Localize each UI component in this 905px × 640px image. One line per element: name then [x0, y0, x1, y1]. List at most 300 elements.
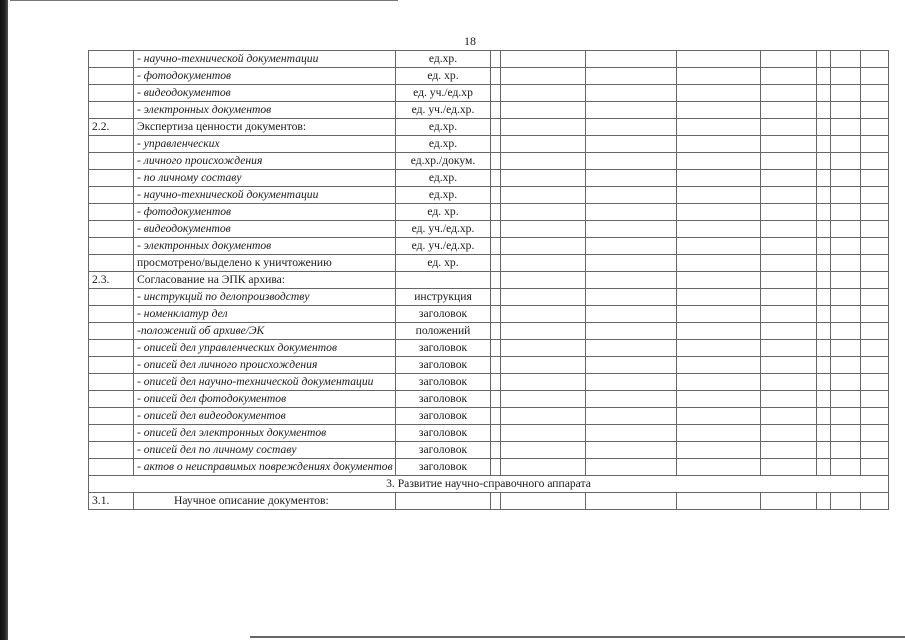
row-unit: ед.хр. [396, 136, 491, 153]
empty-cell [831, 102, 861, 119]
empty-cell [761, 102, 817, 119]
empty-cell [501, 306, 586, 323]
empty-cell [491, 153, 501, 170]
empty-cell [817, 374, 831, 391]
row-name: - фотодокументов [134, 204, 396, 221]
empty-cell [586, 68, 677, 85]
empty-cell [491, 442, 501, 459]
row-number [89, 408, 134, 425]
row-name: - описей дел личного происхождения [134, 357, 396, 374]
row-unit: ед. уч./ед.хр. [396, 102, 491, 119]
empty-cell [761, 289, 817, 306]
row-number [89, 102, 134, 119]
empty-cell [501, 187, 586, 204]
empty-cell [831, 493, 861, 510]
empty-cell [861, 374, 889, 391]
empty-cell [491, 289, 501, 306]
empty-cell [817, 85, 831, 102]
empty-cell [817, 255, 831, 272]
empty-cell [817, 425, 831, 442]
row-unit: ед. хр. [396, 204, 491, 221]
table-row [89, 85, 889, 102]
empty-cell [677, 238, 761, 255]
empty-cell [586, 187, 677, 204]
row-name: - описей дел по личному составу [134, 442, 396, 459]
row-unit: заголовок [396, 374, 491, 391]
empty-cell [761, 442, 817, 459]
empty-cell [677, 68, 761, 85]
empty-cell [861, 442, 889, 459]
empty-cell [831, 306, 861, 323]
table-row [89, 408, 889, 425]
empty-cell [761, 221, 817, 238]
empty-cell [677, 51, 761, 68]
empty-cell [677, 374, 761, 391]
table-row [89, 459, 889, 476]
empty-cell [861, 459, 889, 476]
row-unit: ед. хр. [396, 255, 491, 272]
table-row [89, 102, 889, 119]
empty-cell [861, 425, 889, 442]
empty-cell [491, 408, 501, 425]
empty-cell [491, 85, 501, 102]
top-rule [10, 0, 398, 1]
row-name: - личного происхождения [134, 153, 396, 170]
empty-cell [491, 391, 501, 408]
empty-cell [586, 391, 677, 408]
row-unit: заголовок [396, 425, 491, 442]
empty-cell [831, 68, 861, 85]
empty-cell [586, 255, 677, 272]
empty-cell [761, 391, 817, 408]
empty-cell [586, 51, 677, 68]
row-name: - научно-технической документации [134, 187, 396, 204]
plan-table [88, 50, 889, 510]
empty-cell [586, 85, 677, 102]
empty-cell [501, 442, 586, 459]
row-unit [396, 272, 491, 289]
empty-cell [861, 493, 889, 510]
section-row [89, 476, 889, 493]
empty-cell [677, 340, 761, 357]
empty-cell [586, 459, 677, 476]
row-number [89, 170, 134, 187]
table-row [89, 204, 889, 221]
empty-cell [491, 323, 501, 340]
empty-cell [817, 68, 831, 85]
row-number [89, 459, 134, 476]
empty-cell [501, 323, 586, 340]
empty-cell [491, 340, 501, 357]
empty-cell [501, 255, 586, 272]
empty-cell [677, 493, 761, 510]
empty-cell [586, 119, 677, 136]
empty-cell [831, 408, 861, 425]
table-row [89, 272, 889, 289]
empty-cell [831, 51, 861, 68]
empty-cell [817, 221, 831, 238]
row-number [89, 425, 134, 442]
empty-cell [491, 119, 501, 136]
empty-cell [491, 51, 501, 68]
empty-cell [831, 255, 861, 272]
row-name: - номенклатур дел [134, 306, 396, 323]
empty-cell [586, 289, 677, 306]
empty-cell [817, 493, 831, 510]
empty-cell [831, 136, 861, 153]
empty-cell [586, 408, 677, 425]
row-unit: заголовок [396, 459, 491, 476]
empty-cell [501, 221, 586, 238]
empty-cell [817, 289, 831, 306]
table-row [89, 170, 889, 187]
row-number [89, 442, 134, 459]
row-name: - описей дел фотодокументов [134, 391, 396, 408]
row-number [89, 306, 134, 323]
row-name: - актов о неисправимых повреждениях документов [134, 459, 396, 476]
table-row [89, 391, 889, 408]
empty-cell [831, 204, 861, 221]
empty-cell [861, 306, 889, 323]
empty-cell [831, 187, 861, 204]
empty-cell [761, 425, 817, 442]
empty-cell [761, 238, 817, 255]
table-row [89, 442, 889, 459]
empty-cell [861, 204, 889, 221]
empty-cell [396, 493, 491, 510]
empty-cell [501, 459, 586, 476]
empty-cell [761, 51, 817, 68]
row-number [89, 221, 134, 238]
empty-cell [677, 170, 761, 187]
empty-cell [861, 136, 889, 153]
empty-cell [586, 357, 677, 374]
table-row [89, 51, 889, 68]
empty-cell [677, 425, 761, 442]
empty-cell [831, 442, 861, 459]
row-name: - по личному составу [134, 170, 396, 187]
table-row [89, 323, 889, 340]
empty-cell [677, 272, 761, 289]
row-name: - описей дел электронных документов [134, 425, 396, 442]
row-unit: ед.хр. [396, 187, 491, 204]
empty-cell [501, 170, 586, 187]
empty-cell [761, 153, 817, 170]
empty-cell [831, 425, 861, 442]
empty-cell [761, 493, 817, 510]
empty-cell [761, 119, 817, 136]
empty-cell [861, 51, 889, 68]
empty-cell [491, 374, 501, 391]
empty-cell [817, 272, 831, 289]
row-unit: заголовок [396, 357, 491, 374]
empty-cell [861, 408, 889, 425]
empty-cell [817, 391, 831, 408]
empty-cell [491, 136, 501, 153]
empty-cell [761, 136, 817, 153]
row-name: - управленческих [134, 136, 396, 153]
empty-cell [491, 255, 501, 272]
empty-cell [501, 102, 586, 119]
row-name: -положений об архиве/ЭК [134, 323, 396, 340]
row-number: 2.3. [89, 272, 134, 289]
empty-cell [501, 272, 586, 289]
scan-edge [0, 0, 8, 640]
empty-cell [817, 51, 831, 68]
empty-cell [586, 306, 677, 323]
section-title: 3. Развитие научно-справочного аппарата [89, 476, 889, 493]
table-row [89, 119, 889, 136]
empty-cell [677, 102, 761, 119]
empty-cell [831, 238, 861, 255]
empty-cell [586, 340, 677, 357]
empty-cell [831, 289, 861, 306]
empty-cell [761, 272, 817, 289]
empty-cell [861, 357, 889, 374]
empty-cell [677, 255, 761, 272]
empty-cell [861, 255, 889, 272]
empty-cell [817, 136, 831, 153]
empty-cell [501, 85, 586, 102]
empty-cell [491, 238, 501, 255]
table-row [89, 136, 889, 153]
row-number: 3.1. [89, 493, 134, 510]
row-name: - видеодокументов [134, 85, 396, 102]
empty-cell [586, 221, 677, 238]
empty-cell [491, 204, 501, 221]
empty-cell [831, 323, 861, 340]
row-unit: заголовок [396, 442, 491, 459]
empty-cell [491, 170, 501, 187]
empty-cell [586, 238, 677, 255]
table-row [89, 357, 889, 374]
row-name: - видеодокументов [134, 221, 396, 238]
empty-cell [831, 153, 861, 170]
empty-cell [761, 204, 817, 221]
empty-cell [831, 459, 861, 476]
row-name: просмотрено/выделено к уничтожению [134, 255, 396, 272]
row-unit: ед. уч./ед.хр. [396, 221, 491, 238]
row-unit: заголовок [396, 340, 491, 357]
empty-cell [761, 340, 817, 357]
row-number [89, 391, 134, 408]
row-number [89, 255, 134, 272]
row-number [89, 85, 134, 102]
empty-cell [491, 272, 501, 289]
table-row [89, 238, 889, 255]
empty-cell [586, 136, 677, 153]
row-unit: заголовок [396, 408, 491, 425]
empty-cell [831, 221, 861, 238]
empty-cell [831, 170, 861, 187]
row-number [89, 68, 134, 85]
empty-cell [677, 85, 761, 102]
empty-cell [817, 153, 831, 170]
empty-cell [586, 272, 677, 289]
empty-cell [491, 357, 501, 374]
row-unit: заголовок [396, 306, 491, 323]
empty-cell [861, 119, 889, 136]
row-number [89, 289, 134, 306]
page-number: 18 [464, 34, 476, 48]
empty-cell [677, 119, 761, 136]
row-number [89, 374, 134, 391]
empty-cell [861, 238, 889, 255]
empty-cell [677, 204, 761, 221]
empty-cell [861, 170, 889, 187]
table-row [89, 289, 889, 306]
row-name: - описей дел видеодокументов [134, 408, 396, 425]
table-row [89, 374, 889, 391]
empty-cell [817, 357, 831, 374]
empty-cell [586, 374, 677, 391]
empty-cell [491, 102, 501, 119]
empty-cell [861, 187, 889, 204]
empty-cell [501, 425, 586, 442]
empty-cell [831, 119, 861, 136]
table-row [89, 425, 889, 442]
empty-cell [761, 323, 817, 340]
empty-cell [817, 340, 831, 357]
empty-cell [831, 391, 861, 408]
empty-cell [831, 340, 861, 357]
empty-cell [491, 221, 501, 238]
empty-cell [831, 85, 861, 102]
empty-cell [817, 459, 831, 476]
row-name: - описей дел управленческих документов [134, 340, 396, 357]
row-number [89, 51, 134, 68]
empty-cell [861, 391, 889, 408]
empty-cell [761, 306, 817, 323]
empty-cell [761, 408, 817, 425]
row-unit: ед. уч./ед.хр. [396, 238, 491, 255]
empty-cell [861, 272, 889, 289]
row-name: - научно-технической документации [134, 51, 396, 68]
empty-cell [861, 85, 889, 102]
row-unit: ед.хр./докум. [396, 153, 491, 170]
empty-cell [677, 136, 761, 153]
empty-cell [831, 272, 861, 289]
empty-cell [501, 357, 586, 374]
row-name: - электронных документов [134, 238, 396, 255]
empty-cell [861, 323, 889, 340]
row-number [89, 153, 134, 170]
row-unit: ед.хр. [396, 119, 491, 136]
row-name: - электронных документов [134, 102, 396, 119]
row-number: 2.2. [89, 119, 134, 136]
empty-cell [501, 374, 586, 391]
table-row [89, 153, 889, 170]
row-number [89, 136, 134, 153]
row-name: - описей дел научно-технической документации [134, 374, 396, 391]
empty-cell [761, 170, 817, 187]
empty-cell [491, 459, 501, 476]
empty-cell [831, 357, 861, 374]
row-name: Согласование на ЭПК архива: [134, 272, 396, 289]
empty-cell [761, 459, 817, 476]
row-unit: инструкция [396, 289, 491, 306]
empty-cell [761, 255, 817, 272]
empty-cell [677, 221, 761, 238]
empty-cell [761, 374, 817, 391]
empty-cell [491, 493, 501, 510]
table-row [89, 221, 889, 238]
empty-cell [491, 187, 501, 204]
table-row [89, 340, 889, 357]
empty-cell [761, 187, 817, 204]
empty-cell [677, 408, 761, 425]
table-row [89, 68, 889, 85]
empty-cell [501, 408, 586, 425]
empty-cell [501, 119, 586, 136]
empty-cell [501, 238, 586, 255]
empty-cell [861, 340, 889, 357]
empty-cell [677, 357, 761, 374]
empty-cell [817, 119, 831, 136]
row-unit: ед.хр. [396, 170, 491, 187]
empty-cell [817, 187, 831, 204]
empty-cell [861, 221, 889, 238]
empty-cell [677, 442, 761, 459]
bottom-rule [250, 636, 905, 638]
row-number [89, 357, 134, 374]
empty-cell [501, 68, 586, 85]
row-number [89, 238, 134, 255]
row-number [89, 204, 134, 221]
empty-cell [491, 306, 501, 323]
empty-cell [817, 306, 831, 323]
empty-cell [501, 136, 586, 153]
table-row [89, 255, 889, 272]
row-unit: ед. уч./ед.хр [396, 85, 491, 102]
row-name: - инструкций по делопроизводству [134, 289, 396, 306]
row-name: - фотодокументов [134, 68, 396, 85]
empty-cell [491, 425, 501, 442]
empty-cell [861, 102, 889, 119]
empty-cell [677, 391, 761, 408]
empty-cell [586, 102, 677, 119]
empty-cell [586, 170, 677, 187]
empty-cell [677, 153, 761, 170]
empty-cell [761, 68, 817, 85]
table-row [89, 493, 889, 510]
empty-cell [491, 68, 501, 85]
empty-cell [817, 238, 831, 255]
row-name: Экспертиза ценности документов: [134, 119, 396, 136]
empty-cell [586, 442, 677, 459]
empty-cell [817, 204, 831, 221]
row-number [89, 340, 134, 357]
row-number [89, 323, 134, 340]
empty-cell [501, 493, 586, 510]
empty-cell [861, 153, 889, 170]
empty-cell [501, 153, 586, 170]
empty-cell [817, 442, 831, 459]
empty-cell [817, 408, 831, 425]
row-unit: ед.хр. [396, 51, 491, 68]
empty-cell [677, 289, 761, 306]
row-unit: ед. хр. [396, 68, 491, 85]
empty-cell [586, 493, 677, 510]
row-unit: положений [396, 323, 491, 340]
empty-cell [677, 323, 761, 340]
empty-cell [761, 85, 817, 102]
empty-cell [586, 153, 677, 170]
empty-cell [817, 102, 831, 119]
empty-cell [501, 340, 586, 357]
empty-cell [817, 170, 831, 187]
empty-cell [761, 357, 817, 374]
